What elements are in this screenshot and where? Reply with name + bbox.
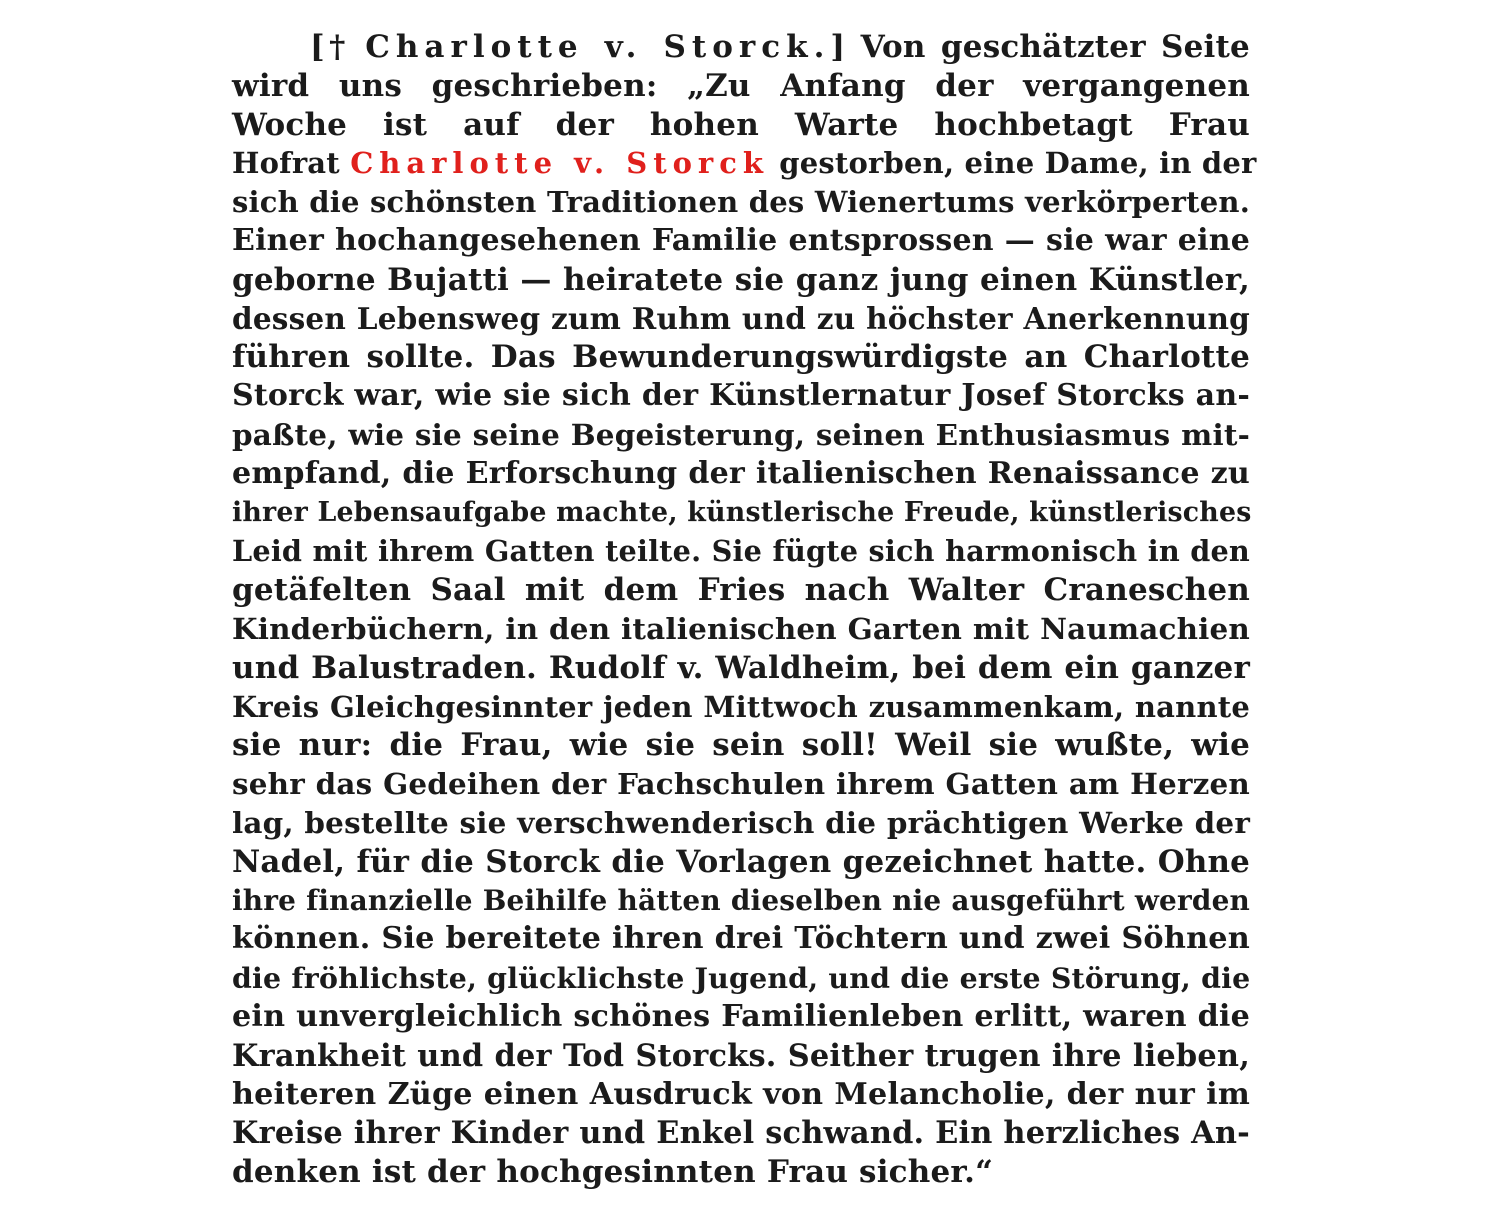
line-text: dessen Lebensweg zum Ruhm und zu höchster Anerkennung (232, 300, 1250, 336)
article-line-6 (232, 222, 1250, 261)
line-text-post: gestorben, eine Dame, in der (768, 146, 1257, 181)
line-text: Storck war, wie sie sich der Künstlernatur Josef Storcks an- (232, 378, 1250, 414)
article-line-3 (232, 106, 1250, 145)
article-line-10 (232, 377, 1250, 416)
article-line-11 (232, 416, 1250, 455)
article-line-16 (232, 610, 1250, 649)
newspaper-article (232, 28, 1257, 1192)
article-line-27 (232, 1037, 1250, 1076)
line-text: heiteren Züge einen Ausdruck von Melancholie, der nur im (232, 1076, 1250, 1112)
line-text: können. Sie bereitete ihren drei Töchtern und zwei Söhnen (232, 921, 1250, 957)
article-line-25 (232, 959, 1250, 998)
line-text: die fröhlichste, glücklichste Jugend, und die erste Störung, die (232, 961, 1251, 996)
article-line-9 (232, 338, 1250, 377)
article-line-7 (232, 261, 1250, 300)
article-line-28 (232, 1076, 1250, 1115)
line-text: getäfelten Saal mit dem Fries nach Walter Craneschen (232, 572, 1250, 609)
article-line-30 (232, 1153, 1250, 1192)
line-text: Krankheit und der Tod Storcks. Seither trugen ihre lieben, (232, 1037, 1250, 1074)
line-text: Woche ist auf der hohen Warte hochbetagt Frau (232, 106, 1250, 143)
line-text: führen sollte. Das Bewunderungswürdigste an Charlotte (232, 339, 1250, 376)
article-line-20 (232, 765, 1250, 804)
article-line-1 (232, 28, 1250, 67)
article-line-18 (232, 688, 1250, 727)
article-line-22 (232, 843, 1250, 882)
highlighted-name: Charlotte v. Storck (350, 146, 769, 181)
line-text: ihre finanzielle Beihilfe hätten dieselben nie ausgeführt werden (232, 883, 1250, 917)
article-line-15 (232, 571, 1250, 610)
line-text: paßte, wie sie seine Begeisterung, seinen Enthusiasmus mit- (232, 416, 1250, 452)
line-text: Kreis Gleichgesinnter jeden Mittwoch zusammenkam, nannte (232, 689, 1250, 724)
line-text: Kinderbüchern, in den italienischen Garten mit Naumachien (232, 610, 1250, 646)
article-line-5 (232, 183, 1250, 222)
line-text: Kreise ihrer Kinder und Enkel schwand. Ein herzliches An- (232, 1115, 1250, 1152)
article-line-14 (232, 532, 1250, 571)
line-text: sehr das Gedeihen der Fachschulen ihrem Gatten am Herzen (232, 766, 1250, 802)
line-text: wird uns geschrieben: „Zu Anfang der vergangenen (232, 67, 1250, 104)
article-line-2 (232, 67, 1250, 106)
line-text: sich die schönsten Traditionen des Wienertums verkörperten. (232, 185, 1250, 220)
article-line-13 (232, 494, 1250, 533)
line-text-post: ] Von geschätzter Seite (830, 29, 1250, 65)
deceased-name-spaced: Charlotte v. Storck. (365, 29, 831, 65)
line-text: Nadel, für die Storck die Vorlagen gezeichnet hatte. Ohne (232, 843, 1250, 880)
article-line-17 (232, 649, 1250, 688)
line-text: Leid mit ihrem Gatten teilte. Sie fügte sich harmonisch in den (232, 534, 1250, 569)
article-line-26 (232, 998, 1250, 1037)
line-text: empfand, die Erforschung der italienischen Renaissance zu (232, 455, 1250, 491)
line-text: ihrer Lebensaufgabe machte, künstlerische Freude, künstlerisches (232, 496, 1252, 528)
article-line-19 (232, 726, 1250, 765)
line-text: ein unvergleichlich schönes Familienleben erlitt, waren die (232, 998, 1250, 1034)
article-line-12 (232, 455, 1250, 494)
article-line-24 (232, 920, 1250, 959)
line-text: sie nur: die Frau, wie sie sein soll! Weil sie wußte, wie (232, 727, 1250, 764)
line-text: und Balustraden. Rudolf v. Waldheim, bei dem ein ganzer (232, 649, 1250, 686)
line-text: Einer hochangesehenen Familie entsprossen — sie war eine (232, 222, 1250, 258)
line-text: denken ist der hochgesinnten Frau sicher.“ (232, 1154, 994, 1191)
article-line-29 (232, 1114, 1250, 1153)
article-line-21 (232, 804, 1250, 843)
line-text: geborne Bujatti — heiratete sie ganz jung einen Künstler, (232, 261, 1250, 298)
line-text: lag, bestellte sie verschwenderisch die prächtigen Werke der (232, 804, 1250, 840)
line-text-pre: [† (310, 29, 366, 65)
article-line-8 (232, 300, 1250, 339)
article-line-23 (232, 882, 1250, 921)
article-line-4 (232, 144, 1257, 183)
line-text-pre: Hofrat (232, 146, 351, 181)
